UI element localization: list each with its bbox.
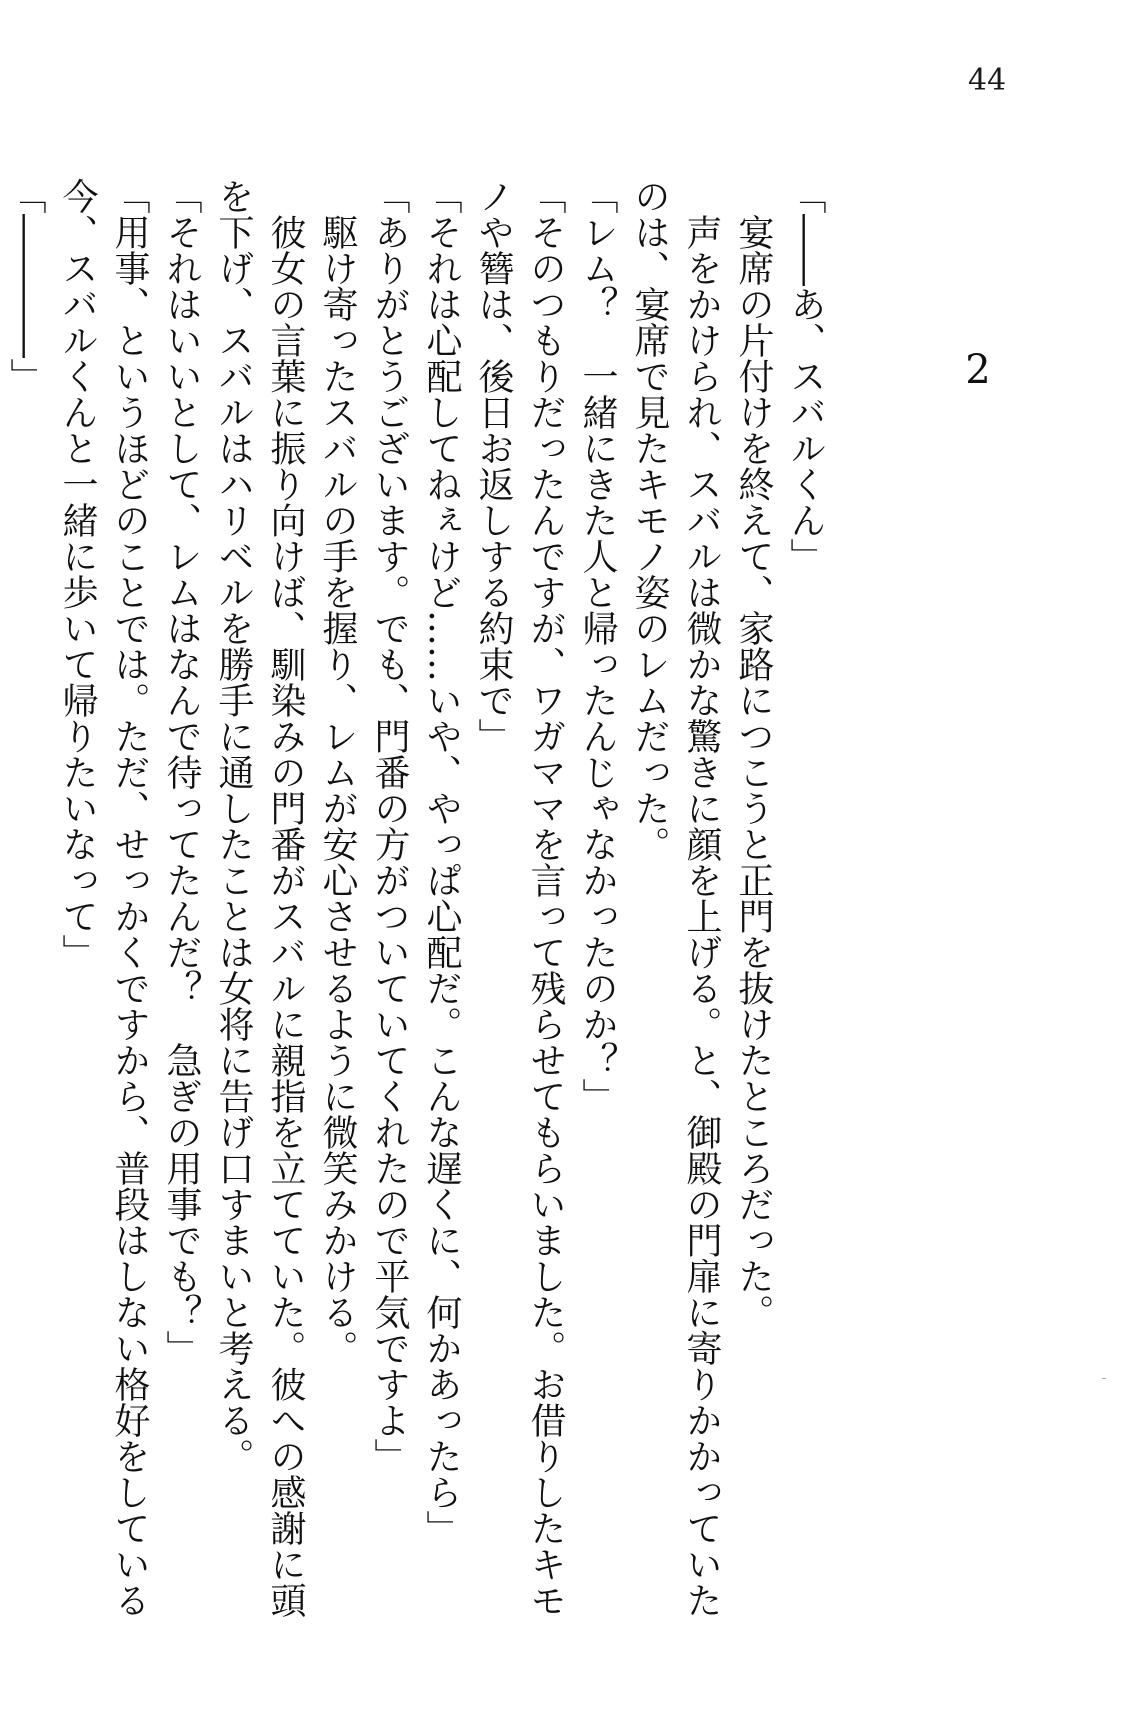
text-line: のは、宴席で見たキモノ姿のレムだった。 — [629, 178, 670, 862]
text-line: 「そのつもりだったんですが、ワガママを言って残らせてもらいました。お借りしたキモ — [525, 178, 566, 1618]
text-line: 「ありがとうございます。でも、門番の方がついていてくれたので平気ですよ」 — [369, 178, 410, 1474]
text-line: 今、スバルくんと一緒に歩いて帰りたいなって」 — [57, 178, 98, 970]
page-number: 44 — [968, 63, 1007, 98]
text-line: 「それは心配してねぇけど……いや、やっぱ心配だ。こんな遅くに、何かあったら」 — [421, 178, 462, 1546]
scan-speck — [1102, 1378, 1106, 1379]
text-line: を下げ、スバルはハリベルを勝手に通したことは女将に告げ口すまいと考える。 — [213, 178, 254, 1474]
text-line: 声をかけられ、スバルは微かな驚きに顔を上げる。と、御殿の門扉に寄りかかっていた — [681, 178, 722, 1618]
text-line: 「それはいいとして、レムはなんで待ってたんだ？ 急ぎの用事でも？」 — [161, 178, 202, 1366]
text-line: 宴席の片付けを終えて、家路につこうと正門を抜けたところだった。 — [733, 178, 774, 1330]
chapter-number: 2 — [965, 347, 991, 393]
text-line: 彼女の言葉に振り向けば、馴染みの門番がスバルに親指を立てていた。彼への感謝に頭 — [265, 178, 306, 1618]
text-line: 「――あ、スバルくん」 — [785, 178, 826, 574]
text-line: 「――――」 — [5, 178, 46, 394]
text-line: ノや簪は、後日お返しする約束で」 — [473, 178, 514, 754]
text-line: 駆け寄ったスバルの手を握り、レムが安心させるように微笑みかける。 — [317, 178, 358, 1366]
body-text — [0, 178, 831, 1713]
text-line: 「用事、というほどのことでは。ただ、せっかくですから、普段はしない格好をしている — [109, 178, 150, 1618]
text-line: 「レム？ 一緒にきた人と帰ったんじゃなかったのか？」 — [577, 178, 618, 1114]
